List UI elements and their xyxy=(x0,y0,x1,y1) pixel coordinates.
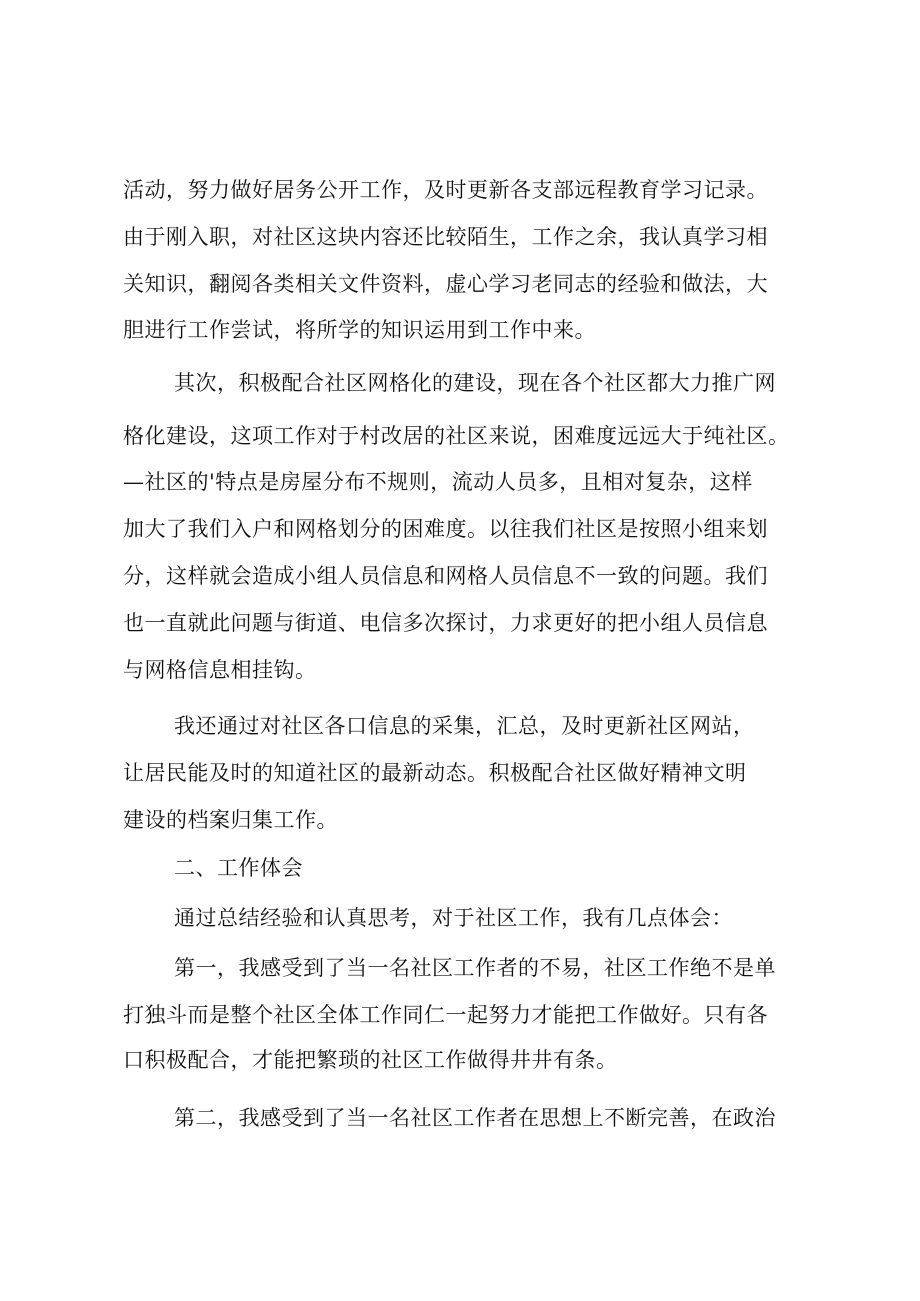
text-line: 与网格信息相挂钩。 xyxy=(123,658,317,682)
text-line: 也一直就此问题与街道、电信多次探讨，力求更好的把小组人员信息 xyxy=(123,611,768,635)
text-line: 胆进行工作尝试，将所学的知识运用到工作中来。 xyxy=(123,318,596,342)
text-line: 加大了我们入户和网格划分的困难度。以往我们社区是按照小组来划 xyxy=(123,517,768,541)
text-line: 我还通过对社区各口信息的采集，汇总，及时更新社区网站， xyxy=(174,714,755,738)
text-line: 分，这样就会造成小组人员信息和网格人员信息不一致的问题。我们 xyxy=(123,564,768,588)
text-line: —社区的'特点是房屋分布不规则，流动人员多，且相对复杂，这样 xyxy=(123,470,753,494)
text-line: 关知识，翻阅各类相关文件资料，虚心学习老同志的经验和做法，大 xyxy=(123,272,768,296)
text-line: 第二，我感受到了当一名社区工作者在思想上不断完善，在政治 xyxy=(174,1106,776,1130)
text-line: 格化建设，这项工作对于村改居的社区来说，困难度远远大于纯社区。 xyxy=(123,424,790,448)
text-line: 让居民能及时的知道社区的最新动态。积极配合社区做好精神文明 xyxy=(123,761,747,785)
text-line: 口积极配合，才能把繁琐的社区工作做得井井有条。 xyxy=(123,1048,618,1072)
text-line: 通过总结经验和认真思考，对于社区工作，我有几点体会： xyxy=(174,906,733,930)
text-line: 打独斗而是整个社区全体工作同仁一起努力才能把工作做好。只有各 xyxy=(123,1003,768,1027)
text-line: 活动，努力做好居务公开工作，及时更新各支部远程教育学习记录。 xyxy=(123,178,768,202)
text-line: 其次，积极配合社区网格化的建设，现在各个社区都大力推广网 xyxy=(174,371,776,395)
text-line: 第一，我感受到了当一名社区工作者的不易，社区工作绝不是单 xyxy=(174,956,776,980)
text-line: 建设的档案归集工作。 xyxy=(123,808,338,832)
section-heading: 二、工作体会 xyxy=(174,856,303,880)
text-line: 由于刚入职，对社区这块内容还比较陌生，工作之余，我认真学习相 xyxy=(123,225,768,249)
